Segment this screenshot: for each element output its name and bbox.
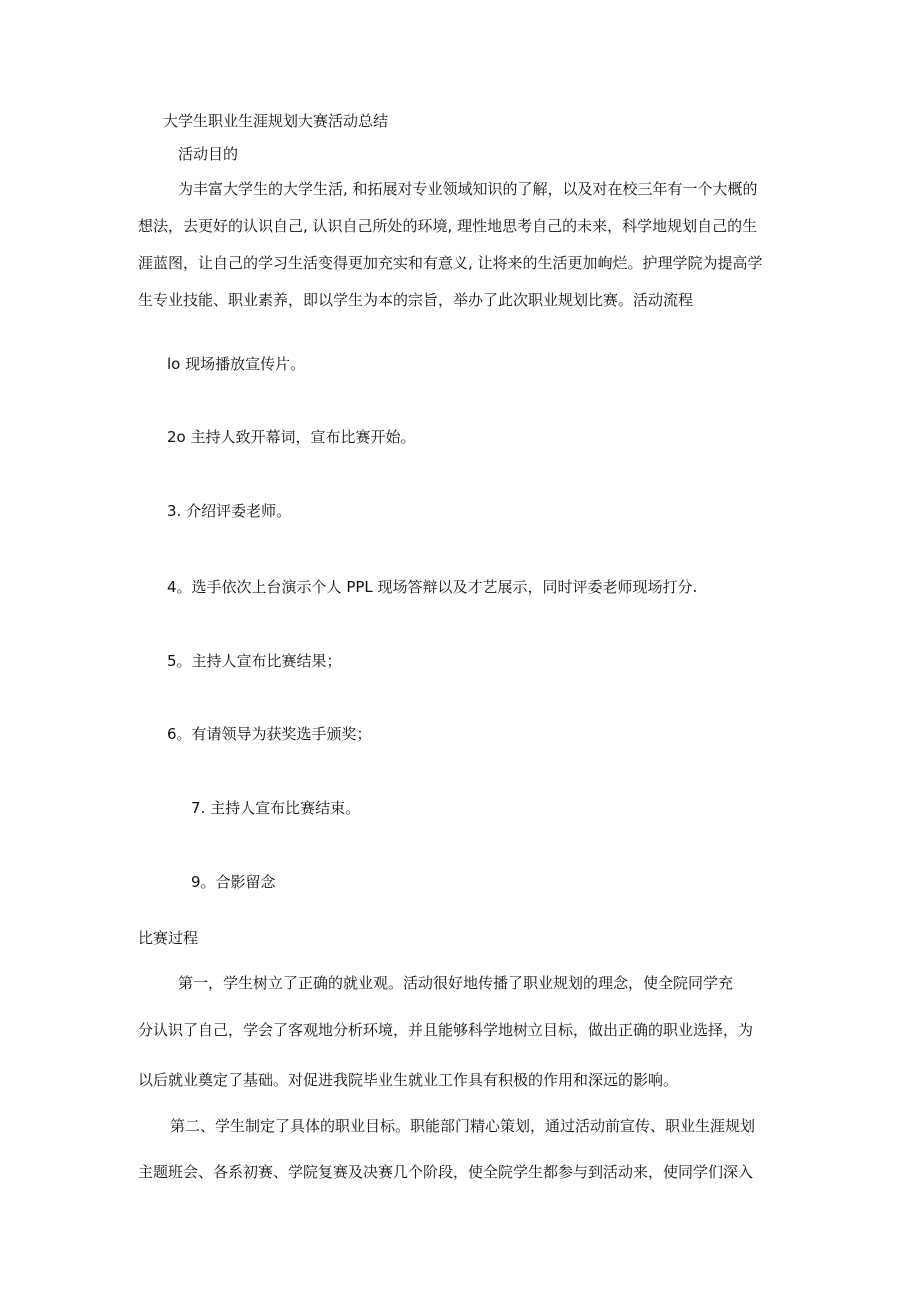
process-step-5: 5。主持人宣布比赛结果； bbox=[167, 652, 342, 670]
process-step-2: 2o 主持人致开幕词，宣布比赛开始。 bbox=[167, 428, 416, 446]
purpose-line-2: 想法，去更好的认识自己, 认识自己所处的环境, 理性地思考自己的未来，科学地规划自己的生 bbox=[138, 217, 758, 235]
purpose-heading: 活动目的 bbox=[178, 145, 239, 163]
process-step-4: 4。选手依次上台演示个人 PPL 现场答辩以及才艺展示，同时评委老师现场打分. bbox=[167, 578, 698, 596]
paragraph-two-line-1: 第二、学生制定了具体的职业目标。职能部门精心策划，通过活动前宣传、职业生涯规划 bbox=[170, 1117, 756, 1135]
process-step-7: 7. 主持人宣布比赛结束。 bbox=[191, 799, 361, 817]
paragraph-one-line-1: 第一，学生树立了正确的就业观。活动很好地传播了职业规划的理念，使全院同学充 bbox=[178, 974, 734, 992]
paragraph-one-line-3: 以后就业奠定了基础。对促进我院毕业生就业工作具有积极的作用和深远的影响。 bbox=[138, 1071, 679, 1089]
purpose-line-1: 为丰富大学生的大学生活, 和拓展对专业领域知识的了解，以及对在校三年有一个大概的 bbox=[178, 180, 758, 198]
document-title: 大学生职业生涯规划大赛活动总结 bbox=[163, 112, 389, 130]
process-step-1: lo 现场播放宣传片。 bbox=[167, 355, 306, 373]
process-step-6: 6。有请领导为获奖选手颁奖； bbox=[167, 725, 372, 743]
paragraph-one-line-2: 分认识了自己，学会了客观地分析环境，并且能够科学地树立目标，做出正确的职业选择，为 bbox=[138, 1021, 754, 1039]
process-step-9: 9。合影留念 bbox=[191, 873, 276, 891]
purpose-line-3: 涯蓝图，让自己的学习生活变得更加充实和有意义, 让将来的生活更加峋烂。护理学院为提高学 bbox=[138, 254, 763, 272]
paragraph-two-line-2: 主题班会、各系初赛、学院复赛及决赛几个阶段，使全院学生都参与到活动来，使同学们深入 bbox=[138, 1163, 754, 1181]
process-step-3: 3. 介绍评委老师。 bbox=[167, 502, 292, 520]
purpose-line-4: 生专业技能、职业素养，即以学生为本的宗旨，举办了此次职业规划比赛。活动流程 bbox=[138, 291, 694, 309]
section-heading-process: 比赛过程 bbox=[138, 929, 199, 947]
